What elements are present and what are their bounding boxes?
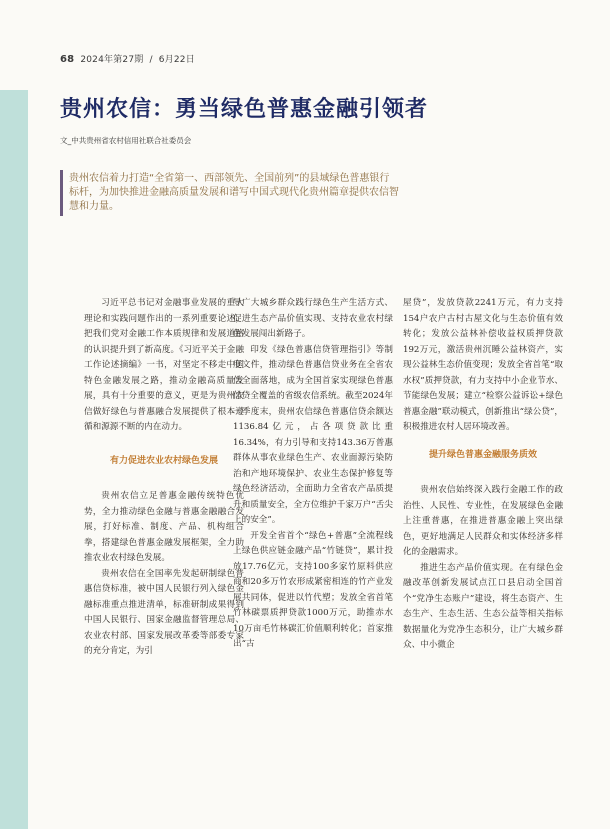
header-separator: / xyxy=(149,55,153,65)
side-color-band xyxy=(0,90,28,829)
article-lead: 贵州农信着力打造“全省第一、西部领先、全国前列”的县域绿色普惠银行标杆，为加快推进金融高质量发展和谱写中国式现代化贵州篇章提供农信智慧和力量。 xyxy=(60,170,399,216)
text-column-2 xyxy=(233,296,393,653)
article-title: 贵州农信：勇当绿色普惠金融引领者 xyxy=(60,96,429,122)
paragraph: 贵州农信立足普惠金融传统特色优势，全力推动绿色金融与普惠金融融合发展，打好标准、制度、产品、机构组合拳，搭建绿色普惠金融发展框架，全力助推农业农村绿色发展。 xyxy=(84,491,244,563)
paragraph: 习近平总书记对金融事业发展的重大理论和实践问题作出的一系列重要论述，把我们党对金融工作本质规律和发展道路的认识提升到了新高度。《习近平关于金融工作论述摘编》一书，对坚定不移走中国特色金融发展之路，推动金融高质量发展，具有十分重要的意义，更是为贵州农信做好绿色与普惠融合发展提供了根本遵循和源源不断的内在动力。 xyxy=(84,298,244,432)
section-heading: 提升绿色普惠金融服务质效 xyxy=(428,449,537,460)
paragraph: 推进生态产品价值实现。在有绿色金融改革创新发展试点江口县启动全国首个“党净生态账户”建设，将生态资产、生态生产、生态生活、生态公益等相关指标数据量化为党净生态积分，让广大城乡群众、中小微企 xyxy=(403,562,563,650)
paragraph: 导广大城乡群众践行绿色生产生活方式、促进生态产品价值实现、支持农业农村绿色发展闯出新路子。 xyxy=(233,298,393,339)
issue-date: 6月22日 xyxy=(158,55,195,65)
issue-number: 2024年第27期 xyxy=(80,55,144,65)
page-header xyxy=(60,52,195,65)
paragraph: 贵州农信始终深入践行金融工作的政治性、人民性、专业性，在发展绿色金融上注重普惠，在推进普惠金融上突出绿色，更好地满足人民群众和实体经济多样化的金融需求。 xyxy=(403,485,563,557)
section-heading: 有力促进农业农村绿色发展 xyxy=(109,455,218,466)
paragraph: 贵州农信在全国率先发起研制绿色普惠信贷标准，被中国人民银行列入绿色金融标准重点推进清单，标准研制成果得到中国人民银行、国家金融监督管理总局、农业农村部、国家发展改革委等部委专家的充分肯定，为引 xyxy=(84,568,244,656)
page-number: 68 xyxy=(60,54,75,65)
paragraph: 印发《绿色普惠信贷管理指引》等制度文件，推动绿色普惠信贷业务在全省农信全面落地，成为全国首家实现绿色普惠信贷全覆盖的省级农信系统。截至2024年一季度末，贵州农信绿色普惠信贷余额达1136.84亿元，占各项贷款比重16.34%，有力引导和支持143.36万普惠群体从事农业绿色生产、农业面源污染防治和产地环境保护、农业生态保护修复等绿色经济活动，全面助力全省农产品质提升和质量安全，全方位维护千家万户“舌尖上的安全”。 xyxy=(233,344,393,525)
article-byline: 文_中共贵州省农村信用社联合社委员会 xyxy=(60,136,192,145)
paragraph: 屋贷”，发放贷款2241万元，有力支持154户农户古村古屋文化与生态价值有效转化；发放公益林补偿收益权质押贷款192万元，激活贵州沉睡公益林资产，实现公益林生态价值变现；发放全省首笔“取水权”质押贷款，有力支持中小企业节水、节能绿色发展；建立“检察公益诉讼+绿色普惠金融”联动模式，创新推出“绿公贷”，积极推进农村人居环境改善。 xyxy=(403,298,563,432)
paragraph: 开发全省首个“绿色+普惠”全流程线上绿色供应链金融产品“竹链贷”，累计投放17.76亿元，支持100多家竹原料供应商和20多万竹农形成紧密相连的竹产业发展共同体，促进以竹代塑；发放全省首笔竹林碳票质押贷款1000万元，助推赤水10万亩毛竹林碳汇价值顺利转化；首家推出“古 xyxy=(233,530,393,649)
text-column-3 xyxy=(403,296,563,654)
text-column-1 xyxy=(84,296,244,660)
